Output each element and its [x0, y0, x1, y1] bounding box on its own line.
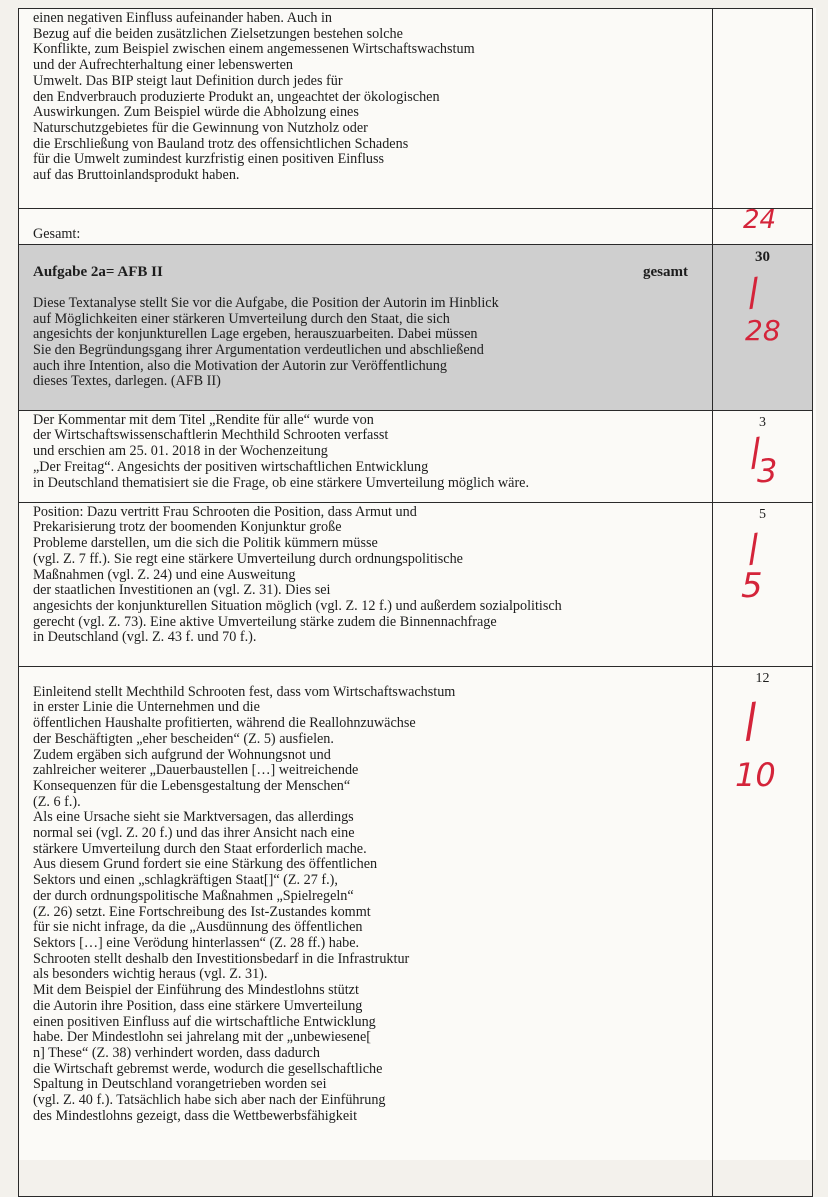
text-line: der staatlichen Investitionen an (vgl. Z. 31). Dies sei — [33, 582, 331, 599]
row-total — [19, 209, 813, 245]
text-line: Zudem ergäben sich aufgrund der Wohnungsnot und — [33, 746, 331, 763]
text-line: (vgl. Z. 40 f.). Tatsächlich habe sich aber nach der Einführung — [33, 1092, 386, 1109]
row-introduction — [19, 410, 813, 502]
argument-score-cell — [713, 666, 813, 1196]
total-label: Gesamt: — [33, 225, 81, 242]
text-line: „Der Freitag“. Angesichts der positiven wirtschaftlichen Entwicklung — [33, 458, 429, 475]
text-line: in Deutschland (vgl. Z. 43 f. und 70 f.). — [33, 629, 257, 646]
text-line: als besonders wichtig heraus (vgl. Z. 31). — [33, 966, 268, 983]
text-line: angesichts der konjunkturellen Lage ergeben, herauszuarbeiten. Dabei müssen — [33, 326, 478, 343]
task-cell — [19, 245, 713, 410]
task-gesamt-label: gesamt — [643, 264, 688, 281]
row-position — [19, 502, 813, 666]
handwritten-slash: / — [746, 429, 765, 475]
task-score-cell — [713, 245, 813, 410]
text-line: des Mindestlohns gezeigt, dass die Wettbewerbsfähigkeit — [33, 1107, 358, 1124]
handwritten-total: 24 — [743, 205, 777, 235]
text-line: auch ihre Intention, also die Motivation der Autorin zur Veröffentlichung — [33, 357, 447, 374]
text-line: der Wirtschaftswissenschaftlerin Mechthild Schrooten verfasst — [33, 427, 389, 444]
task-description — [33, 296, 706, 390]
text-line: Naturschutzgebietes für die Gewinnung von Nutzholz oder — [33, 119, 368, 136]
text-line: Maßnahmen (vgl. Z. 24) und eine Ausweitung — [33, 566, 296, 583]
text-line: einen negativen Einfluss aufeinander haben. Auch in — [33, 10, 333, 26]
text-line: die Erschließung von Bauland trotz des offensichtlichen Schadens — [33, 135, 409, 152]
row-argumentation — [19, 666, 813, 1196]
text-line: (Z. 26) setzt. Eine Fortschreibung des Ist-Zustandes kommt — [33, 903, 371, 920]
handwritten-slash: / — [744, 269, 763, 316]
text-line: den Endverbrauch produzierte Produkt an, ungeachtet der ökologischen — [33, 88, 440, 105]
total-score-cell — [713, 205, 813, 245]
text-line: n] These“ (Z. 38) verhindert worden, dass dadurch — [33, 1044, 320, 1061]
text-line: Prekarisierung trotz der boomenden Konjunktur große — [33, 519, 342, 536]
text-line: Konflikte, zum Beispiel zwischen einem angemessenen Wirtschaftswachstum — [33, 41, 475, 58]
text-cell — [19, 9, 713, 209]
text-line: auf Möglichkeiten einer stärkeren Umverteilung durch den Staat, die sich — [33, 310, 450, 327]
handwritten-task-score: 28 — [745, 314, 781, 348]
text-line: Diese Textanalyse stellt Sie vor die Aufgabe, die Position der Autorin im Hinblick — [33, 294, 499, 311]
total-label-cell — [19, 209, 713, 245]
text-line: Sektors […] eine Verödung hinterlassen“ (Z. 28 ff.) habe. — [33, 934, 360, 951]
text-line: für sie nicht infrage, da die „Ausdünnung des öffentlichen — [33, 919, 363, 936]
text-line: Als eine Ursache sieht sie Marktversagen, das allerdings — [33, 809, 354, 826]
text-line: angesichts der konjunkturellen Situation möglich (vgl. Z. 12 f.) und außerdem sozialpolitisch — [33, 597, 562, 614]
text-line: (Z. 6 f.). — [33, 793, 81, 810]
text-line: dieses Textes, darlegen. (AFB II) — [33, 373, 221, 390]
text-line: Spaltung in Deutschland vorangetrieben worden sei — [33, 1076, 327, 1093]
text-line: Aus diesem Grund fordert sie eine Stärkung des öffentlichen — [33, 856, 378, 873]
task-title: Aufgabe 2a= AFB II — [33, 264, 163, 281]
text-line: Einleitend stellt Mechthild Schrooten fest, dass vom Wirtschaftswachstum — [33, 683, 456, 700]
text-line: die Wirtschaft gebremst werde, wodurch die gesellschaftliche — [33, 1060, 383, 1077]
text-line: Schrooten stellt deshalb den Investitionsbedarf in die Infrastruktur — [33, 950, 410, 967]
text-line: stärkere Umverteilung durch den Staat erforderlich mache. — [33, 840, 367, 857]
text-line: habe. Der Mindestlohn sei jahrelang mit der „unbewiesene[ — [33, 1029, 372, 1046]
paragraph — [19, 9, 712, 188]
handwritten-position-score: 5 — [741, 565, 763, 606]
text-line: auf das Bruttoinlandsprodukt haben. — [33, 167, 240, 184]
position-max-points: 5 — [759, 506, 766, 522]
row-task — [19, 245, 813, 410]
intro-cell — [19, 410, 713, 502]
text-line: Der Kommentar mit dem Titel „Rendite für alle“ wurde von — [33, 411, 374, 428]
argument-cell — [19, 666, 713, 1196]
paragraph — [19, 411, 712, 496]
intro-max-points: 3 — [759, 414, 766, 430]
text-line: normal sei (vgl. Z. 20 f.) und das ihrer Ansicht nach eine — [33, 825, 355, 842]
text-line: Auswirkungen. Zum Beispiel würde die Abholzung eines — [33, 104, 359, 121]
text-line: und der Aufrechterhaltung einer lebenswerten — [33, 57, 293, 74]
paragraph — [19, 667, 712, 1129]
task-max-points: 30 — [755, 249, 770, 266]
row-continued-text — [19, 9, 813, 209]
text-line: Sektors und einen „schlagkräftigen Staat[]“ (Z. 27 f.), — [33, 872, 338, 889]
handwritten-argument-score: 10 — [735, 755, 776, 794]
text-line: der Beschäftigten „eher bescheiden“ (Z. 5) ausfielen. — [33, 730, 334, 747]
handwritten-slash: / — [739, 691, 763, 748]
text-line: in erster Linie die Unternehmen und die — [33, 699, 260, 716]
handwritten-intro-score: 3 — [757, 451, 778, 490]
text-line: in Deutschland thematisiert sie die Frage, ob eine stärkere Umverteilung möglich wäre. — [33, 474, 530, 491]
text-line: und erschien am 25. 01. 2018 in der Wochenzeitung — [33, 443, 328, 460]
text-line: (vgl. Z. 7 ff.). Sie regt eine stärkere Umverteilung durch ordnungspolitische — [33, 550, 463, 567]
text-line: die Autorin ihre Position, dass eine stärkere Umverteilung — [33, 997, 363, 1014]
text-line: gerecht (vgl. Z. 73). Eine aktive Umverteilung stärke zudem die Binnennachfrage — [33, 613, 497, 630]
text-line: Umwelt. Das BIP steigt laut Definition durch jedes für — [33, 72, 343, 89]
text-line: Mit dem Beispiel der Einführung des Mindestlohns stützt — [33, 982, 359, 999]
position-cell — [19, 502, 713, 666]
text-line: Probleme darstellen, um die sich die Politik kümmern müsse — [33, 535, 378, 552]
score-cell — [713, 9, 813, 209]
task-header — [33, 264, 706, 280]
grading-table — [18, 8, 813, 1197]
handwritten-slash: / — [744, 525, 763, 571]
text-line: Bezug auf die beiden zusätzlichen Zielsetzungen bestehen solche — [33, 25, 403, 42]
paragraph — [19, 503, 712, 650]
text-line: für die Umwelt zumindest kurzfristig einen positiven Einfluss — [33, 151, 385, 168]
text-line: zahlreicher weiterer „Dauerbaustellen […] weitreichende — [33, 762, 359, 779]
text-line: Sie den Begründungsgang ihrer Argumentation verdeutlichen und abschließend — [33, 341, 484, 358]
argument-max-points: 12 — [755, 670, 770, 686]
text-line: öffentlichen Haushalte profitierten, während die Reallohnzuwächse — [33, 715, 416, 732]
text-line: Konsequenzen für die Lebensgestaltung der Menschen“ — [33, 777, 351, 794]
text-line: einen positiven Einfluss auf die wirtschaftliche Entwicklung — [33, 1013, 376, 1030]
text-line: der durch ordnungspolitische Maßnahmen „Spielregeln“ — [33, 887, 354, 904]
text-line: Position: Dazu vertritt Frau Schrooten die Position, dass Armut und — [33, 503, 417, 520]
intro-score-cell — [713, 410, 813, 502]
position-score-cell — [713, 502, 813, 666]
